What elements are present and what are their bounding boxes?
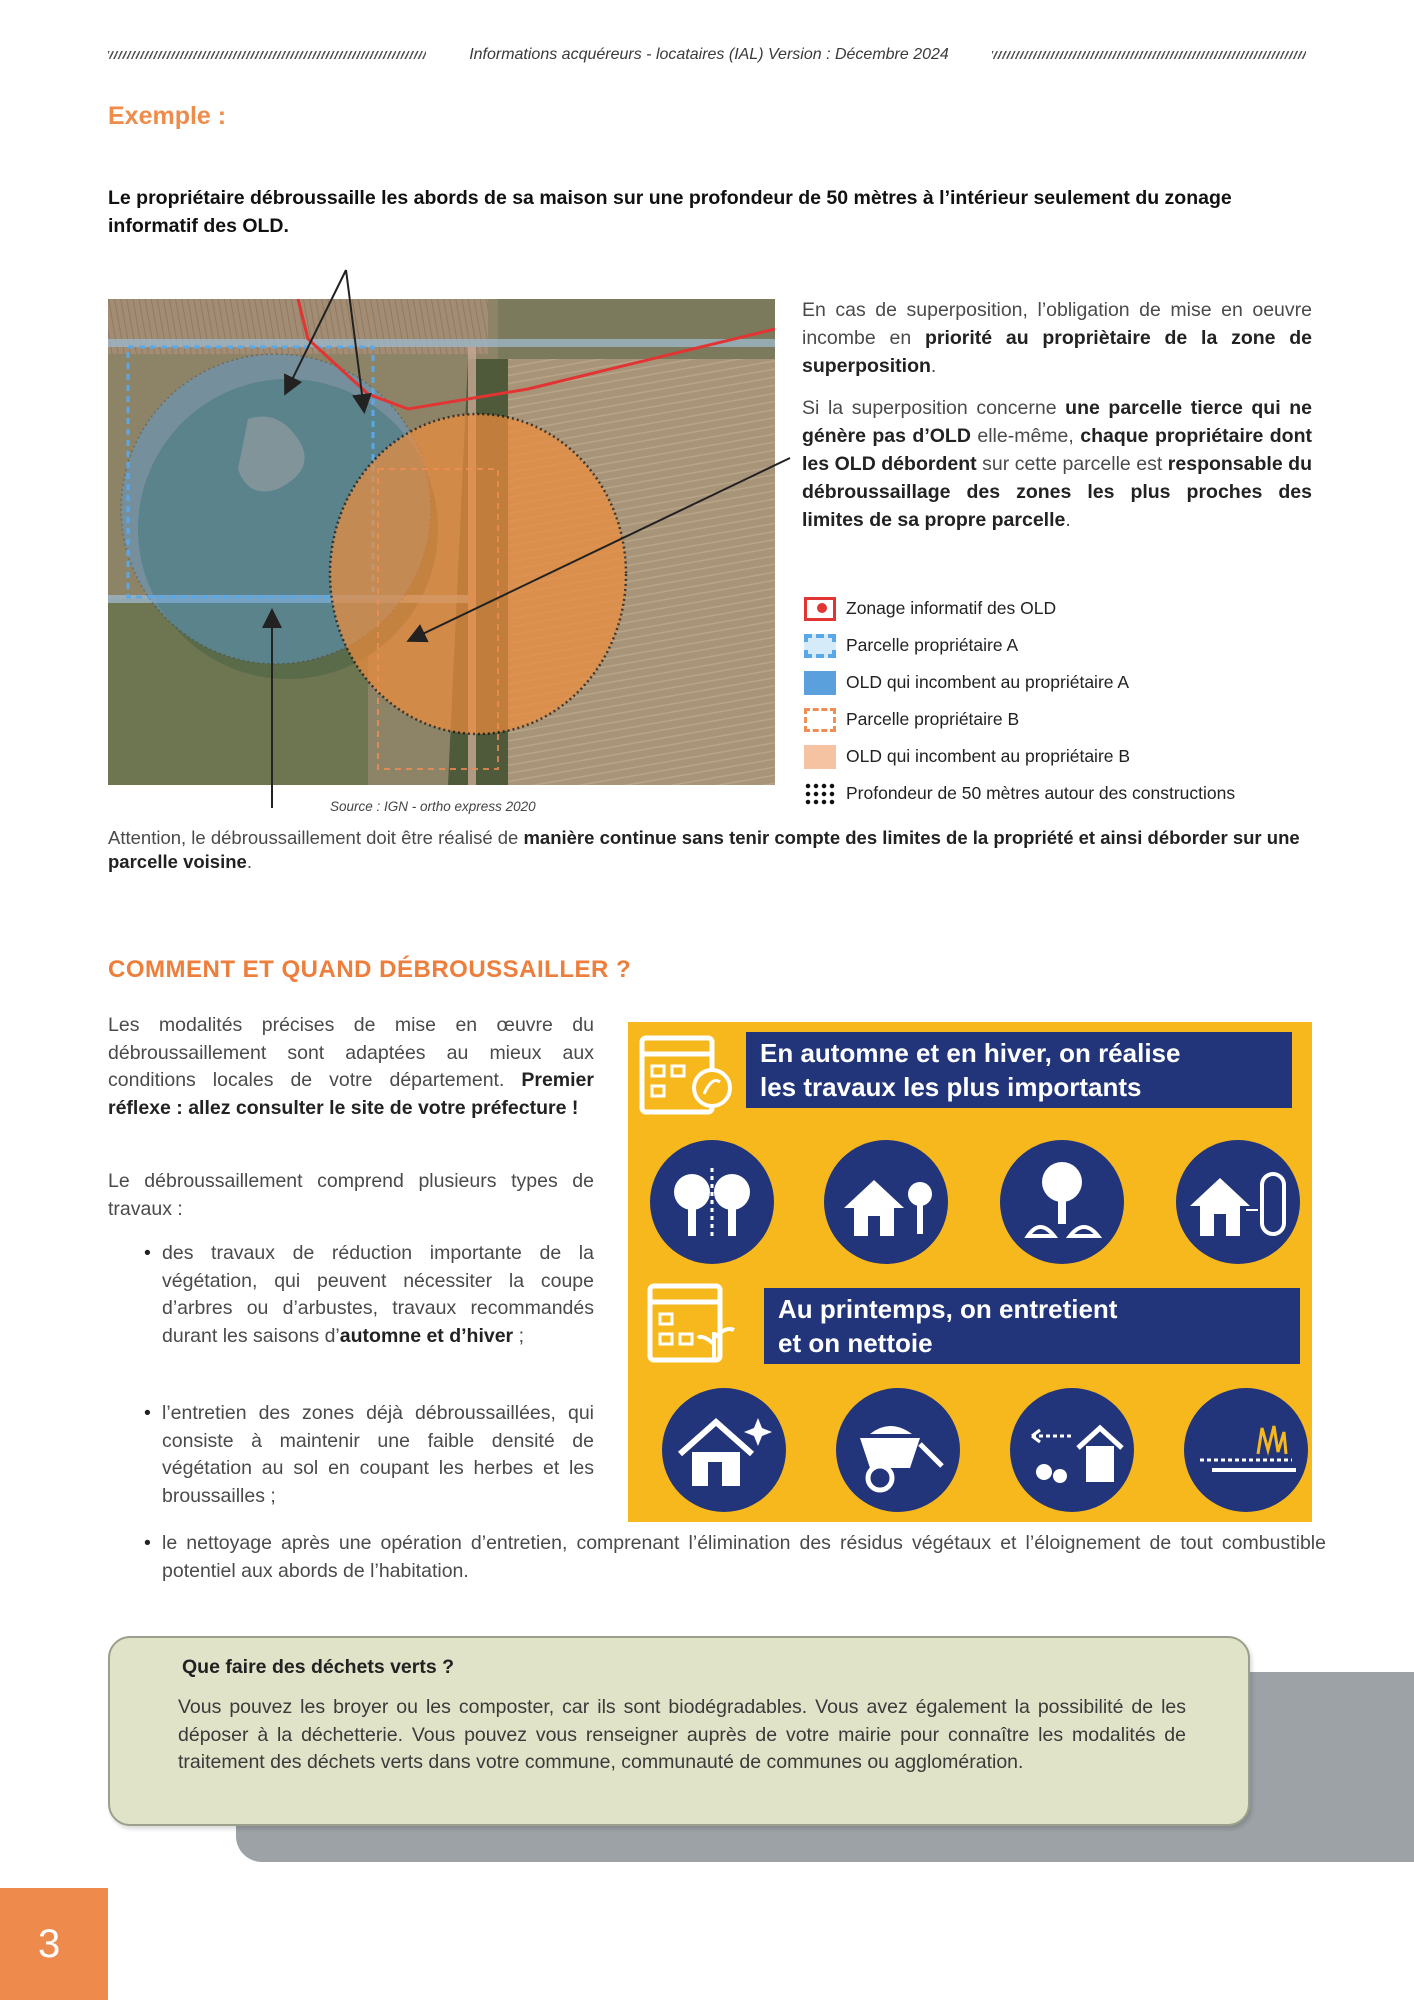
superposition-paragraph: En cas de superposition, l’obligation de mise en oeuvre incombe en priorité au propriètaire de la zone de superposition. xyxy=(802,299,1313,377)
blue-dashed-swatch-icon xyxy=(804,634,836,658)
tree-cutting-icon xyxy=(650,1140,774,1264)
list-item: • l’entretien des zones déjà débroussaillées, qui consiste à maintenir une faible densité de végétation au sol en coupant les herbes et les broussailles ; xyxy=(146,1400,594,1510)
section-title: COMMENT ET QUAND DÉBROUSSAILLER ? xyxy=(108,956,632,983)
house-hedge-icon xyxy=(1176,1140,1300,1264)
header-text: Informations acquéreurs - locataires (IAL) Version : Décembre 2024 xyxy=(469,46,949,63)
orange-fill-swatch-icon xyxy=(804,745,836,769)
legend-item-parcel-b: Parcelle propriétaire B xyxy=(804,701,1235,738)
map-arrows xyxy=(100,260,820,820)
page-number: 3 xyxy=(0,1888,108,2000)
autumn-winter-banner: En automne et en hiver, on réalise les travaux les plus importants xyxy=(746,1032,1292,1108)
orange-dashed-swatch-icon xyxy=(804,708,836,732)
debris-removal-icon xyxy=(1010,1388,1134,1512)
page-header xyxy=(108,44,1306,66)
red-zone-swatch-icon xyxy=(804,597,836,621)
house-tree-icon xyxy=(824,1140,948,1264)
modalities-paragraph: Les modalités précises de mise en œuvre du débroussaillement sont adaptées au mieux aux conditions locales de votre département. Premier réflexe : allez consulter le site de votre préfecture ! xyxy=(108,1014,594,1119)
list-item: • le nettoyage après une opération d’entretien, comprenant l’élimination des résidus végétaux et l’éloignement de tout combustible potentiel aux abords de l’habitation. xyxy=(146,1530,1326,1585)
attention-note: Attention, le débroussaillement doit être réalisé de manière continue sans tenir compte des limites de la propriété et ainsi déborder sur une parcelle voisine. xyxy=(108,827,1300,872)
green-waste-callout xyxy=(108,1636,1250,1826)
header-hatch-right xyxy=(992,51,1306,59)
mowed-grass-icon xyxy=(1184,1388,1308,1512)
callout-body: Vous pouvez les broyer ou les composter, car ils sont biodégradables. Vous avez également la possibilité de les déposer à la déchetterie. Vous pouvez vous renseigner auprès de votre mairie pour connaître les modalités de traitement des déchets verts dans votre commune, communauté de communes ou agglomération. xyxy=(178,1696,1186,1773)
legend-item-parcel-a: Parcelle propriétaire A xyxy=(804,627,1235,664)
dotted-swatch-icon xyxy=(804,782,836,806)
wheelbarrow-icon xyxy=(836,1388,960,1512)
map-legend xyxy=(804,590,1235,812)
calendar-leaf-icon xyxy=(634,1024,734,1124)
calendar-sprout-icon xyxy=(642,1272,742,1372)
map-source: Source : IGN - ortho express 2020 xyxy=(330,799,536,814)
legend-item-old-b: OLD qui incombent au propriétaire B xyxy=(804,738,1235,775)
spring-banner: Au printemps, on entretient et on nettoie xyxy=(764,1288,1300,1364)
third-party-paragraph: Si la superposition concerne une parcelle tierce qui ne génère pas d’OLD elle-même, chaque propriétaire dont les OLD débordent sur cette parcelle est responsable du débroussaillage des zones les plus proches des limites de sa propre parcelle. xyxy=(802,397,1312,531)
legend-item-depth: Profondeur de 50 mètres autour des constructions xyxy=(804,775,1235,812)
legend-item-old-a: OLD qui incombent au propriétaire A xyxy=(804,664,1235,701)
list-item: • des travaux de réduction importante de la végétation, qui peuvent nécessiter la coupe d’arbres ou d’arbustes, travaux recommandés durant les saisons d’automne et d’hiver ; xyxy=(146,1240,594,1350)
work-types-intro: Le débroussaillement comprend plusieurs types de travaux : xyxy=(108,1170,594,1220)
tree-stumps-icon xyxy=(1000,1140,1124,1264)
header-hatch-left xyxy=(108,51,426,59)
example-intro: Le propriétaire débroussaille les abords de sa maison sur une profondeur de 50 mètres à l’intérieur seulement du zonage informatif des OLD. xyxy=(108,187,1232,237)
blue-fill-swatch-icon xyxy=(804,671,836,695)
callout-title: Que faire des déchets verts ? xyxy=(182,1656,455,1678)
legend-item-old-zoning: Zonage informatif des OLD xyxy=(804,590,1235,627)
seasonal-poster xyxy=(628,1022,1312,1522)
clean-house-icon xyxy=(662,1388,786,1512)
example-title: Exemple : xyxy=(108,102,227,130)
